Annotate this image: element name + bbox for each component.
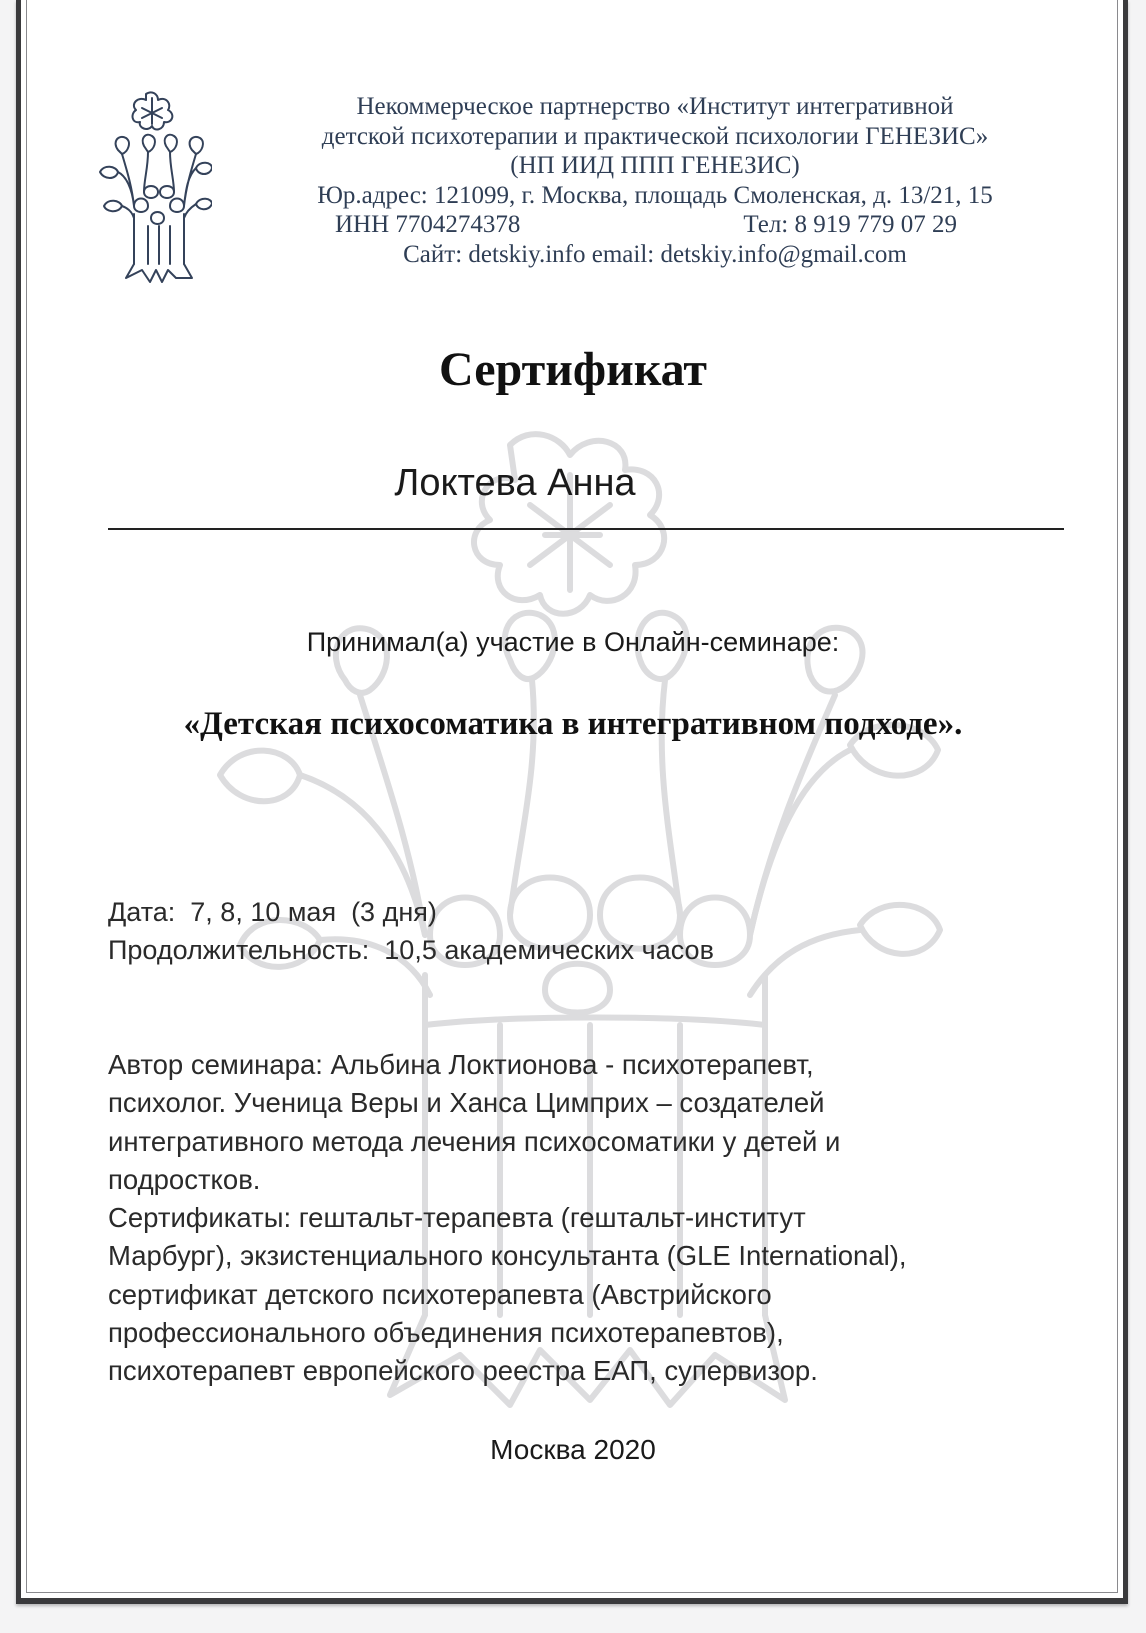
certificate-title: Сертификат	[439, 343, 707, 396]
author-line: Автор семинара: Альбина Локтионова - психотерапевт,	[108, 1049, 814, 1080]
author-line: Марбург), экзистенциального консультанта (GLE International),	[108, 1240, 907, 1272]
author-line: Сертификаты: гештальт-терапевта (гештальт-институт	[108, 1202, 806, 1234]
genesis-tree-logo-icon	[96, 88, 212, 284]
author-line: психотерапевт европейского реестра ЕАП, супервизор.	[108, 1355, 818, 1387]
recipient-name: Локтева Анна	[394, 462, 636, 504]
author-line: психолог. Ученица Веры и Ханса Цимприх – создателей	[108, 1087, 825, 1119]
seminar-date: Дата: 7, 8, 10 мая (3 дня)	[108, 897, 437, 927]
organization-inn-phone	[335, 210, 975, 240]
organization-website-email: Сайт: detskiy.info email: detskiy.info@gmail.com	[403, 240, 907, 268]
participation-text: Принимал(а) участие в Онлайн-семинаре:	[306, 627, 840, 657]
organization-phone: Тел: 8 919 779 07 29	[743, 211, 957, 238]
city-year: Москва 2020	[490, 1434, 656, 1465]
organization-address: Юр.адрес: 121099, г. Москва, площадь Смоленская, д. 13/21, 15	[317, 181, 993, 209]
author-description	[108, 1046, 1068, 1391]
organization-inn: ИНН 7704274378	[335, 211, 521, 238]
seminar-details	[108, 893, 714, 969]
author-line: профессионального объединения психотерапевтов),	[108, 1317, 784, 1349]
organization-header	[240, 92, 1070, 269]
author-line: подростков.	[108, 1163, 261, 1195]
seminar-title: «Детская психосоматика в интегративном подходе».	[183, 706, 963, 742]
recipient-underline	[108, 528, 1064, 530]
author-line: интегративного метода лечения психосоматики у детей и	[108, 1125, 841, 1157]
seminar-duration: Продолжительность: 10,5 академических часов	[108, 935, 714, 965]
author-line: сертификат детского психотерапевта (Австрийского	[108, 1278, 772, 1310]
organization-name-line2: детской психотерапии и практической психологии ГЕНЕЗИС»	[321, 122, 989, 150]
organization-name-line1: Некоммерческое партнерство «Институт интегративной	[356, 93, 954, 120]
organization-short-name: (НП ИИД ППП ГЕНЕЗИС)	[510, 152, 800, 179]
